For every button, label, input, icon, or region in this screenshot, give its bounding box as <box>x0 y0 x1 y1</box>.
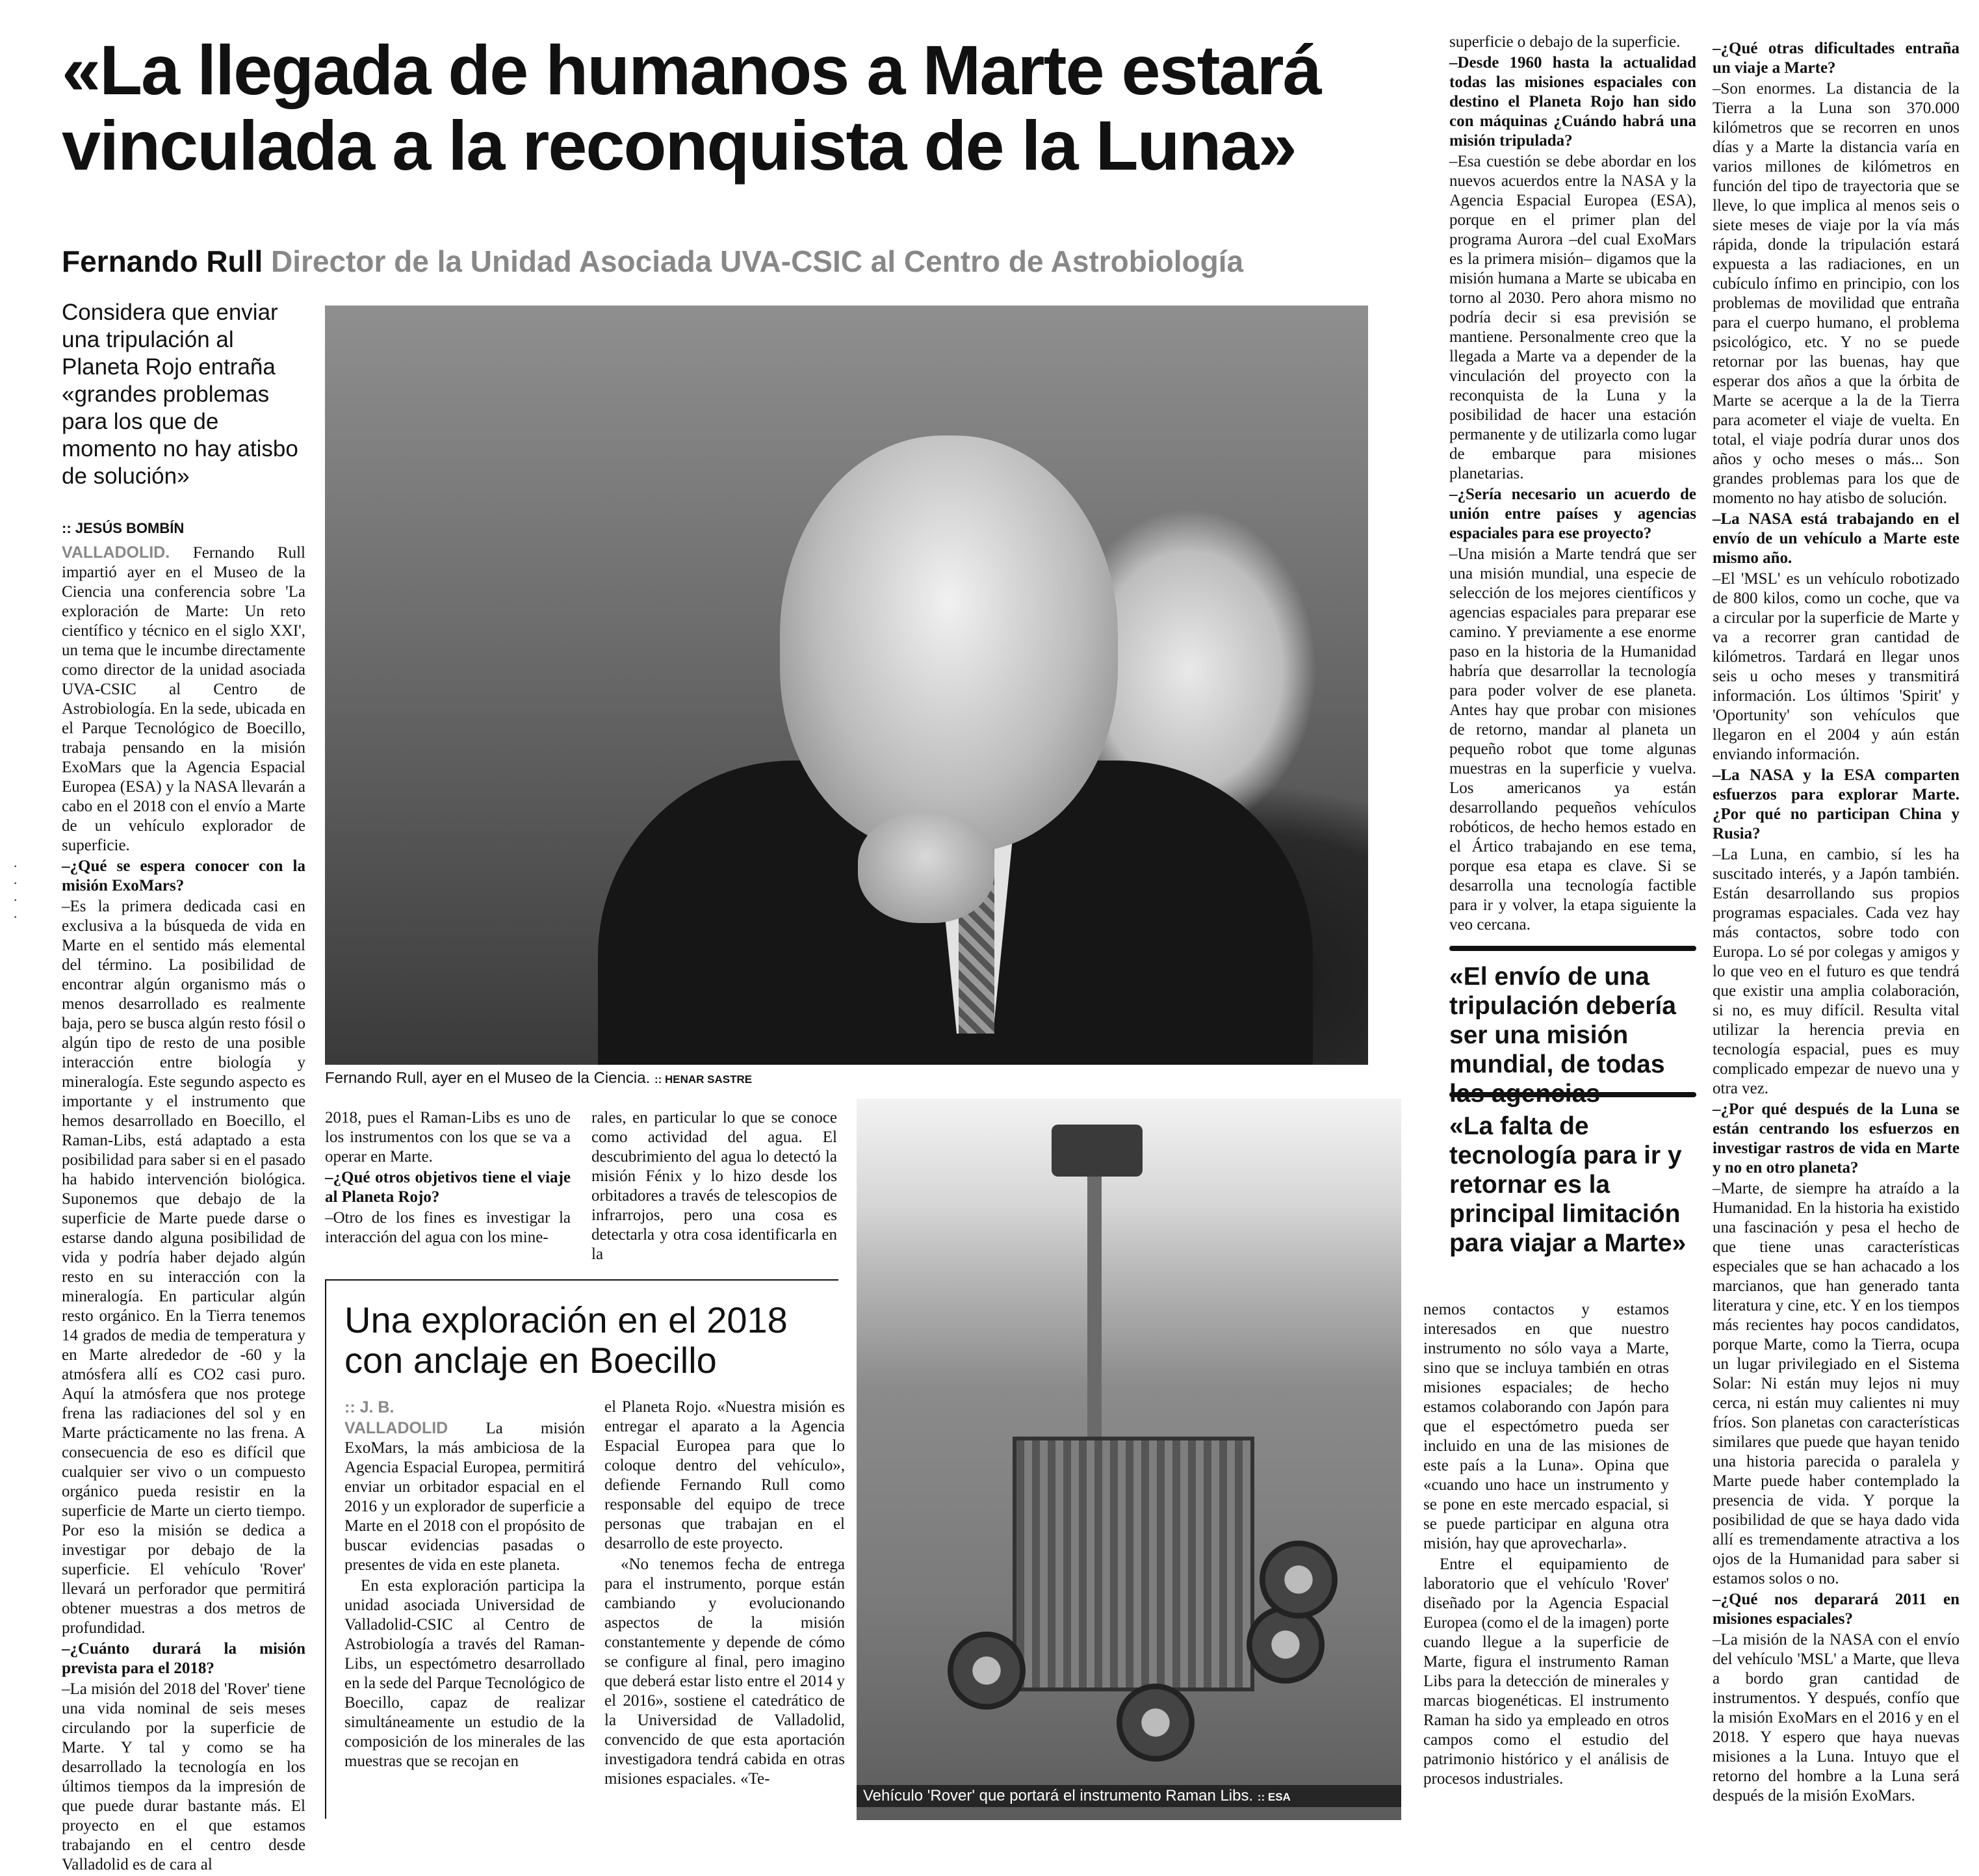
byline <box>62 244 1297 279</box>
column-2-top <box>325 1108 571 1249</box>
rover-photo <box>857 1099 1401 1820</box>
rover-caption <box>857 1785 1401 1807</box>
column-4 <box>1449 33 1696 936</box>
answer: –La misión del 2018 del 'Rover' tiene una vida nominal de seis meses circulando por la superficie de Marte. Y tal y como se ha desarrollado la tecnología en los últimos tiempos da la impresión de que puede durar bastante más. El proyecto en el que estamos trabajando en el centro desde Valladolid es de cara al <box>62 1680 305 1873</box>
lead-paragraph: Considera que enviar una tripulación al Planeta Rojo entraña «grandes problemas para los que de momento no hay atisbo de solución» <box>62 300 298 489</box>
rover-wheel <box>1260 1541 1338 1619</box>
sidebar-p1 <box>344 1418 585 1575</box>
answer: –La misión de la NASA con el envío del vehículo 'MSL' a Marte, que lleva a bordo gran cantidad de instrumentos. Y después, confío que la misión ExoMars en el 2016 y en el 2018. Y espero que haya nuevas misiones a la Luna. Intuyo que el retorno del hombre a la Luna será después de la misión ExoMars. <box>1713 1631 1960 1804</box>
sidebar-author: :: J. B. <box>344 1398 395 1416</box>
sidebar-city: VALLADOLID <box>344 1419 448 1437</box>
column-1 <box>62 543 305 1876</box>
rover-body <box>1013 1437 1254 1691</box>
answer: –Son enormes. La distancia de la Tierra a la Luna son 370.000 kilómetros que se recorren en unos días y a Marte la distancia varía en varios millones de kilómetros en función del tipo de trayectoria que se lleve, lo que implica al menos seis o siete meses de viaje por la vía más rápida, donde la tripulación estará expuesta a las radiaciones, en un cubículo ínfimo en principio, con los problemas de movilidad que entraña para el cuerpo humano, el problema psicológico, etc. Y no se puede retornar por las buenas, hay que esperar dos años a que la órbita de Marte se acerque a la de la Tierra para acometer el viaje de vuelta. En total, el viaje podría durar unos dos años y ocho meses o más... Son grandes problemas para los que de momento no hay atisbo de solución. <box>1713 80 1960 507</box>
photo-caption-text: Fernando Rull, ayer en el Museo de la Ciencia. <box>325 1069 651 1087</box>
question: –La NASA y la ESA comparten esfuerzos para explorar Marte. ¿Por qué no participan China y Rusia? <box>1713 766 1960 842</box>
col3-text: rales, en particular lo que se conoce como actividad del agua. El descubrimiento del agua lo detectó la misión Fénix y lo hizo desde los orbitadores a través de telescopios de infrarrojos, pero una cosa es detectarla y otra cosa identificarla en la <box>591 1109 837 1263</box>
col4-text: superficie o debajo de la superficie. <box>1449 33 1681 51</box>
byline-name: Fernando Rull <box>62 244 263 278</box>
sidebar-p4: «No tenemos fecha de entrega para el instrumento, porque están cambiando y evolucionando aspectos de la misión constantemente y depende de cómo se configure al final, pero imagino que deberá estar listo entre el 2014 y el 2016», sostiene el catedrático de la Universidad de Valladolid, convencido de que esta aportación investigadora tendrá cabida en otras misiones espaciales. «Te- <box>604 1556 845 1788</box>
byline-role: Director de la Unidad Asociada UVA-CSIC al Centro de Astrobiología <box>271 244 1244 278</box>
headline: «La llegada de humanos a Marte estará vinculada a la reconquista de la Luna» <box>62 31 1321 185</box>
answer: –La Luna, en cambio, sí les ha suscitado interés, y a Japón también. Están desarrollando sus propios programas espaciales. Cada vez hay más contactos, sobre todo con Europa. Lo sé por colegas y amigos y lo que veo en el futuro es que tendrá que existir una amplia colaboración, si no, es muy difícil. Resulta vital utilizar la herencia previa en tecnología espacial, pues es muy complicado empezar de nuevo una y otra vez. <box>1713 846 1960 1097</box>
question: –Desde 1960 hasta la actualidad todas las misiones espaciales con destino el Planeta Rojo han sido con máquinas ¿Cuándo habrá una misión tripulada? <box>1449 54 1696 150</box>
column-5 <box>1713 39 1960 1807</box>
sidebar-column-2 <box>604 1398 845 1790</box>
rover-wheel <box>948 1632 1026 1710</box>
sidebar-p5: nemos contactos y estamos interesados en que nuestro instrumento no sólo vaya a Marte, sino que se incluya también en otras misiones espaciales; de hecho estamos colaborando con Japón para que el espectómetro pueda ser incluido en una de las misiones de este país a la Luna». Opina que «cuando uno hace un instrumento y se pone en este mercado espacial, si se puede participar en alguna otra misión, hay que aprovecharla». <box>1423 1301 1669 1552</box>
question: –¿Qué otros objetivos tiene el viaje al Planeta Rojo? <box>325 1169 571 1206</box>
rover-camera-head <box>1052 1125 1143 1177</box>
question: –¿Sería necesario un acuerdo de unión entre países y agencias espaciales para ese proyecto? <box>1449 486 1696 542</box>
dateline-city: VALLADOLID. <box>62 543 170 562</box>
sidebar-p3: el Planeta Rojo. «Nuestra misión es entregar el aparato a la Agencia Espacial Europea para que lo coloque dentro del vehículo», defiende Fernando Rull como responsable del equipo de trece personas que trabajan en el desarrollo de este proyecto. <box>604 1398 845 1552</box>
quote-rule <box>1449 1092 1696 1097</box>
question: –La NASA está trabajando en el envío de un vehículo a Marte este mismo año. <box>1713 510 1960 567</box>
answer: –Una misión a Marte tendrá que ser una misión mundial, una especie de selección de los mejores científicos y agencias espaciales para preparar ese camino. Y previamente a ese enorme paso en la historia de la Humanidad habría que desarrollar la tecnología para poder volver de ese planeta. Antes hay que probar con misiones de retorno, mandar al planeta un pequeño robot que tome algunas muestras en la superficie y vuelva. Los americanos ya están desarrollando pequeños vehículos robóticos, de hecho hemos estado en el Ártico trabajando en ese tema, porque esa etapa es clave. Si se desarrolla una tecnología factible para ir y volver, la etapa siguiente la veo cercana. <box>1449 545 1696 933</box>
answer: –Esa cuestión se debe abordar en los nuevos acuerdos entre la NASA y la Agencia Espacial Europea (ESA), porque en el primer plan del programa Aurora –del cual ExoMars es la primera misión– digamos que la misión humana a Marte se ubicaba en torno al 2030. Pero ahora mismo no podría decir si esa previsión se mantiene. Personalmente creo que la llegada a Marte va a depender de la vinculación del proyecto con la reconquista de la Luna y la posibilidad de hacer una estación permanente y de utilizarla como lugar de embarque para misiones planetarias. <box>1449 153 1696 482</box>
sidebar-column-1 <box>344 1398 585 1773</box>
sidebar-headline: Una exploración en el 2018 con anclaje en Boecillo <box>344 1299 788 1381</box>
margin-dots: · · · · <box>13 858 18 925</box>
question: –¿Qué otras dificultades entraña un viaje a Marte? <box>1713 40 1960 77</box>
sidebar-p2: En esta exploración participa la unidad asociada Universidad de Valladolid-CSIC al Centro de Astrobiología a través del Raman-Libs, un espectómetro desarrollado en la sede del Parque Tecnológico de Boecillo, capaz de realizar simultáneamente un estudio de la composición de los minerales de las muestras que se recojan en <box>344 1577 585 1770</box>
sidebar-column-3 <box>1423 1300 1669 1790</box>
column-3-top <box>591 1108 837 1266</box>
col1-intro-text: Fernando Rull impartió ayer en el Museo de la Ciencia una conferencia sobre 'La exploración de Marte: Un reto científico y técnico en el siglo XXI', un tema que le incumbe directamente como director de la unidad asociada UVA-CSIC al Centro de Astrobiología. En la sede, ubicada en el Parque Tecnológico de Boecillo, trabaja pensando en la misión ExoMars que la Agencia Espacial Europea (ESA) y la NASA llevarán a cabo en el 2018 con el envío a Marte de un vehículo explorador de superficie. <box>62 544 305 854</box>
question: –¿Qué se espera conocer con la misión ExoMars? <box>62 857 305 894</box>
answer: –Marte, de siempre ha atraído a la Humanidad. En la historia ha existido una fascinación y pesa el hecho de que tiene unas características especiales que se han achacado a los marcianos, que han generado tanta literatura y cine, etc. Y en los tiempos más recientes hay pocos candidatos, porque Marte, como la Tierra, ocupa un lugar privilegiado en el Sistema Solar: Ni están muy lejos ni muy cerca, ni están muy calientes ni muy fríos. Son planetas con características similares que puede que hayan tenido una historia parecida o paralela y Marte puede haber contemplado la presencia de vida. Y porque la posibilidad de que se haya dado vida allí es tremendamente atractiva a los ojos de la Humanidad para saber si estamos solos o no. <box>1713 1180 1960 1587</box>
sidebar-p6: Entre el equipamiento de laboratorio que el vehículo 'Rover' diseñado por la Agencia Espacial Europea (como el de la imagen) porte cuando llegue a la superficie de Marte, figura el instrumento Raman Libs para la detección de minerales y marcas biogenéticas. El instrumento Raman ha sido ya empleado en otros campos como el estudio del patrimonio histórico y el análisis de procesos industriales. <box>1423 1556 1669 1788</box>
photo-hand <box>858 813 994 923</box>
rover-wheel <box>1247 1606 1325 1684</box>
pull-quote-2: «La falta de tecnología para ir y retornar es la principal limitación para viajar a Marte» <box>1449 1112 1687 1257</box>
question: –¿Qué nos deparará 2011 en misiones espaciales? <box>1713 1591 1960 1628</box>
answer: –Es la primera dedicada casi en exclusiva a la búsqueda de vida en Marte en el sentido más elemental del término. La posibilidad de encontrar algún organismo más o menos desarrollado es realmente baja, pero se busca algún resto fósil o algún tipo de resto de una posible interacción entre biología y mineralogía. Este segundo aspecto es importante y el instrumento que hemos desarrollado en Boecillo, el Raman-Libs, está adaptado a esta posibilidad para saber si en el pasado ha habido intervención biológica. Suponemos que debajo de la superficie de Marte puede darse o estarse dando alguna posibilidad de vida y podría haber dejado algún resto en su interacción con la mineralogía. En particular algún resto orgánico. En la Tierra tenemos 14 grados de media de temperatura y en Marte alrededor de -60 y la atmósfera allí es CO2 casi puro. Aquí la atmósfera que nos protege frena las radiaciones del sol y en Marte prácticamente no las frena. A consecuencia de eso es difícil que cualquier ser vivo o un compuesto orgánico pueda resistir en la superficie de Marte un cierto tiempo. Por eso la misión se dedica a investigar por debajo de la superficie. El vehículo 'Rover' llevará un perforador que permitirá obtener muestras a dos metros de profundidad. <box>62 898 305 1637</box>
answer: –El 'MSL' es un vehículo robotizado de 800 kilos, como un coche, que va a circular por la superficie de Marte y va a recorrer gran cantidad de kilómetros. Tardará en llegar unos seis u ocho meses y transmitirá información. Los últimos 'Spirit' y 'Oportunity' son vehículos que llegaron en el 2004 y aún están enviando información. <box>1713 570 1960 763</box>
question: –¿Cuánto durará la misión prevista para el 2018? <box>62 1640 305 1677</box>
question: –¿Por qué después de la Luna se están centrando los esfuerzos en investigar rastros de vida en Marte y no en otro planeta? <box>1713 1101 1960 1177</box>
photo-credit: :: HENAR SASTRE <box>654 1073 753 1086</box>
rover-wheel <box>1117 1684 1195 1762</box>
col1-intro <box>62 543 305 855</box>
author-signature: :: JESÚS BOMBÍN <box>62 520 185 536</box>
photo-caption <box>325 1069 1105 1088</box>
portrait-photo <box>325 306 1368 1065</box>
col2-text: 2018, pues el Raman-Libs es uno de los instrumentos con los que se va a operar en Marte. <box>325 1109 571 1166</box>
photo-face <box>780 436 1118 852</box>
sidebar-rule <box>325 1279 838 1281</box>
answer: –Otro de los fines es investigar la interacción del agua con los mine- <box>325 1209 571 1246</box>
sidebar-rule-vertical <box>325 1279 326 1819</box>
sidebar-p1-text: La misión ExoMars, la más ambiciosa de la Agencia Espacial Europea, permitirá enviar un orbitador espacial en el 2016 y un explorador de superficie a Marte en el 2018 con el propósito de buscar evidencias pasadas o presentes de vida en este planeta. <box>344 1420 585 1574</box>
rover-credit: :: ESA <box>1257 1791 1291 1803</box>
pull-quote-1: «El envío de una tripulación debería ser una misión mundial, de todas <box>1449 963 1676 1078</box>
quote-rule <box>1449 946 1696 951</box>
rover-caption-text: Vehículo 'Rover' que portará el instrumento Raman Libs. <box>863 1787 1254 1804</box>
